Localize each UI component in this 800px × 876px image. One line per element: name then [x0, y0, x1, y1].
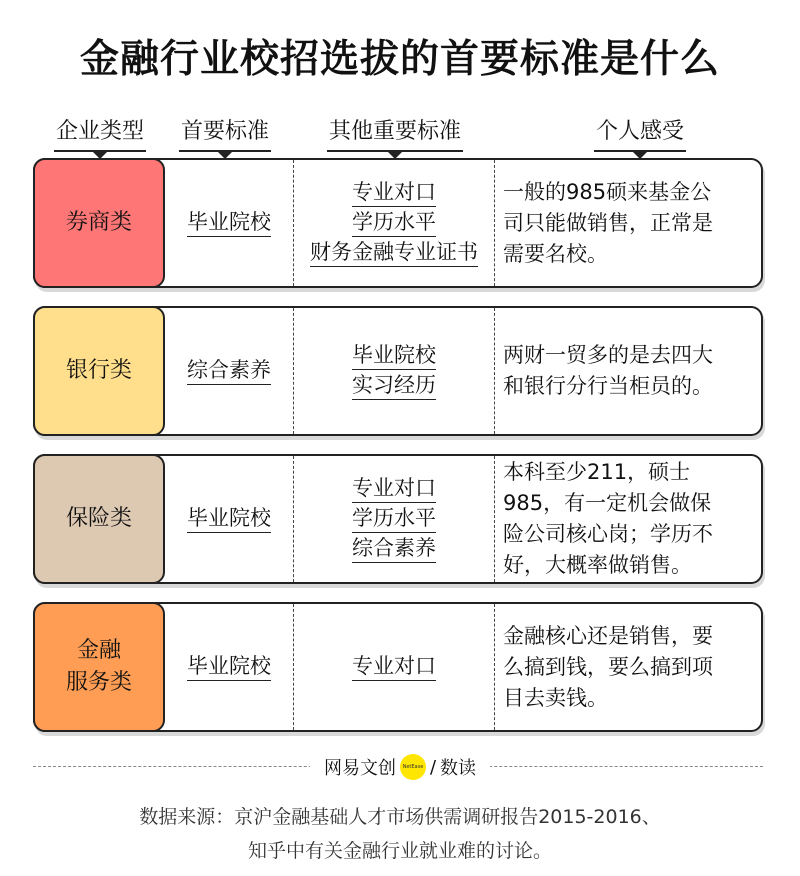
personal-feeling: 金融核心还是销售，要 么搞到钱，要么搞到项 目去卖钱。	[503, 623, 713, 710]
brand-logo: 网易文创 NetEase / 数读	[310, 752, 490, 782]
primary-criterion: 综合素养	[165, 308, 293, 434]
header-others: 其他重要标准	[300, 114, 490, 159]
primary-criterion: 毕业院校	[165, 160, 293, 286]
other-criteria: 专业对口 学历水平 综合素养	[293, 456, 495, 582]
header-primary: 首要标准	[165, 114, 285, 159]
type-label: 银行类	[33, 306, 165, 436]
page-title: 金融行业校招选拔的首要标准是什么	[79, 37, 720, 82]
table-row	[33, 158, 763, 288]
other-criteria: 专业对口 学历水平 财务金融专业证书	[293, 160, 495, 286]
type-label: 金融 服务类	[33, 602, 165, 732]
primary-criterion: 毕业院校	[165, 604, 293, 730]
type-label: 保险类	[33, 454, 165, 584]
netease-badge-icon: NetEase	[400, 754, 426, 780]
personal-feeling: 本科至少211，硕士 985，有一定机会做保 险公司核心岗；学历不 好，大概率做销售。	[503, 460, 713, 577]
primary-criterion: 毕业院校	[165, 456, 293, 582]
other-criteria: 毕业院校 实习经历	[293, 308, 495, 434]
personal-feeling: 两财一贸多的是去四大 和银行分行当柜员的。	[503, 343, 713, 398]
table-row	[33, 602, 763, 732]
type-label: 券商类	[33, 158, 165, 288]
other-criteria: 专业对口	[293, 604, 495, 730]
header-feeling: 个人感受	[520, 114, 760, 159]
header-type: 企业类型	[40, 114, 160, 159]
table-row	[33, 306, 763, 436]
table-row	[33, 454, 763, 584]
source-note: 数据来源：京沪金融基础人才市场供需调研报告2015-2016、 知乎中有关金融行业就业难的讨论。	[139, 806, 661, 862]
personal-feeling: 一般的985硕来基金公 司只能做销售，正常是 需要名校。	[503, 179, 713, 266]
